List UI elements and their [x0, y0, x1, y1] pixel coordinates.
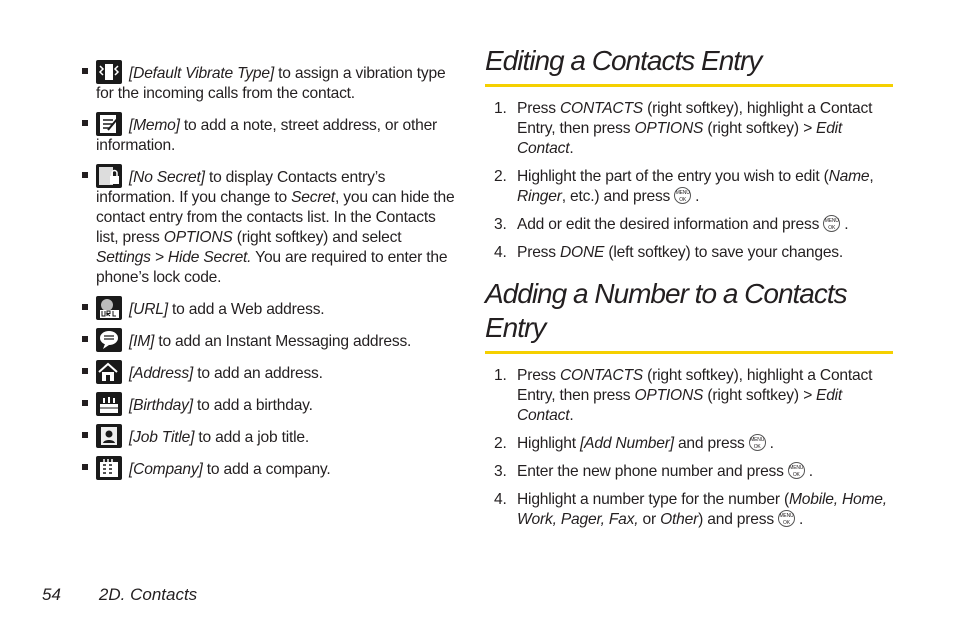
- step-em: OPTIONS: [634, 120, 704, 137]
- bullet-label: [Address]: [129, 365, 194, 382]
- step-text: Press: [517, 367, 560, 384]
- right-column: [485, 44, 893, 538]
- step-text: (right softkey), highlight a Contact Entry, then press: [517, 367, 873, 404]
- bullet-address: [82, 360, 460, 384]
- bullet-text: , you can hide the contact entry from the contacts list. In the Contacts list, press: [96, 189, 455, 246]
- page-footer: [42, 585, 197, 605]
- bullet-marker: [82, 368, 88, 374]
- step-text: (right softkey): [703, 120, 803, 137]
- vibrate-icon: [96, 60, 122, 84]
- bullet-text: to add a note, street address, or other information.: [96, 117, 438, 154]
- bullet-memo: [82, 112, 460, 156]
- step-text: ,: [869, 168, 874, 185]
- bullet-vibrate: [82, 60, 460, 104]
- step-item: [485, 366, 893, 426]
- bullet-marker: [82, 336, 88, 342]
- bullet-marker: [82, 432, 88, 438]
- menu-ok-button-icon: MENU OK: [788, 462, 805, 479]
- memo-icon: [96, 112, 122, 136]
- job-title-icon: [96, 424, 122, 448]
- bullet-marker: [82, 304, 88, 310]
- step-text: .: [808, 463, 813, 480]
- step-number: 2.: [494, 435, 507, 452]
- bullet-marker: [82, 172, 88, 178]
- bullet-text: (right softkey) and select: [232, 229, 402, 246]
- editing-steps: [485, 99, 893, 263]
- step-text: Highlight the part of the entry you wish to edit (: [517, 168, 829, 185]
- bullet-label: [Default Vibrate Type]: [129, 65, 274, 82]
- bullet-label: [Job Title]: [129, 429, 195, 446]
- step-em: OPTIONS: [634, 387, 704, 404]
- url-icon: [96, 296, 122, 320]
- bullet-label: [IM]: [129, 333, 155, 350]
- menu-ok-button-icon: MENU OK: [823, 215, 840, 232]
- step-em: Name: [828, 168, 870, 185]
- step-em: > Edit Contact: [517, 120, 843, 157]
- step-number: 1.: [494, 100, 507, 117]
- step-number: 1.: [494, 367, 507, 384]
- bullet-im: [82, 328, 460, 352]
- address-icon: [96, 360, 122, 384]
- no-secret-icon: [96, 164, 122, 188]
- step-text: Enter the new phone number and press: [517, 463, 784, 480]
- bullet-marker: [82, 464, 88, 470]
- bullet-label: [No Secret]: [129, 169, 205, 186]
- step-em: CONTACTS: [560, 100, 644, 117]
- bullet-text: to add an address.: [193, 365, 323, 382]
- step-em: Other: [660, 511, 699, 528]
- bullet-marker: [82, 68, 88, 74]
- bullet-company: [82, 456, 460, 480]
- step-text: .: [569, 140, 574, 157]
- step-number: 3.: [494, 463, 507, 480]
- company-icon: [96, 456, 122, 480]
- menu-ok-button-icon: MENU OK: [674, 187, 691, 204]
- step-em: DONE: [560, 244, 605, 261]
- bullet-url: [82, 296, 460, 320]
- step-em: Ringer: [517, 188, 562, 205]
- step-number: 3.: [494, 216, 507, 233]
- step-text: .: [569, 407, 574, 424]
- bullet-marker: [82, 400, 88, 406]
- bullet-text: to add a Web address.: [167, 301, 325, 318]
- step-item: [485, 99, 893, 159]
- bullet-text: to add an Instant Messaging address.: [154, 333, 412, 350]
- step-text: (left softkey) to save your changes.: [604, 244, 844, 261]
- bullet-text: You are required to enter the phone’s lock code.: [96, 249, 448, 286]
- bullet-label: [Company]: [129, 461, 203, 478]
- step-em: [Add Number]: [580, 435, 674, 452]
- step-item: [485, 215, 893, 235]
- step-text: .: [844, 216, 849, 233]
- step-em: CONTACTS: [560, 367, 644, 384]
- bullet-label: [URL]: [129, 301, 168, 318]
- im-icon: [96, 328, 122, 352]
- page-number: 54: [42, 585, 61, 604]
- step-number: 4.: [494, 491, 507, 508]
- step-em: Mobile, Home, Work, Pager, Fax,: [517, 491, 887, 528]
- bullet-birthday: [82, 392, 460, 416]
- heading-rule: [485, 84, 893, 87]
- step-item: [485, 462, 893, 482]
- menu-ok-button-icon: MENU OK: [778, 510, 795, 527]
- section-heading-adding: Adding a Number to a Contacts Entry: [485, 278, 847, 343]
- bullet-label: [Birthday]: [129, 397, 193, 414]
- bullet-text: to add a company.: [202, 461, 331, 478]
- bullet-em: OPTIONS: [163, 229, 233, 246]
- step-item: [485, 167, 893, 207]
- bullet-job-title: [82, 424, 460, 448]
- step-text: Highlight: [517, 435, 581, 452]
- step-text: .: [798, 511, 804, 528]
- step-text: , etc.) and press: [561, 188, 671, 205]
- step-text: .: [695, 188, 700, 205]
- bullet-text: to add a birthday.: [192, 397, 313, 414]
- step-number: 2.: [494, 168, 507, 185]
- step-text: .: [769, 435, 774, 452]
- bullet-em: Settings > Hide Secret.: [96, 249, 252, 266]
- adding-steps: [485, 366, 893, 530]
- step-text: Press: [517, 244, 560, 261]
- birthday-icon: [96, 392, 122, 416]
- step-em: > Edit Contact: [517, 387, 843, 424]
- step-item: [485, 490, 893, 530]
- bullet-em: Secret: [291, 189, 335, 206]
- step-text: Press: [517, 100, 560, 117]
- step-text: and press: [673, 435, 745, 452]
- menu-ok-button-icon: MENU OK: [749, 434, 766, 451]
- bullet-text: to assign a vibration type for the incoming calls from the contact.: [96, 65, 446, 102]
- bullet-no-secret: [82, 164, 460, 288]
- heading-rule: [485, 351, 893, 354]
- bullet-label: [Memo]: [129, 117, 180, 134]
- step-text: Add or edit the desired information and press: [517, 216, 820, 233]
- step-text: ) and press: [698, 511, 774, 528]
- step-text: (right softkey): [703, 387, 803, 404]
- step-item: [485, 243, 893, 263]
- step-text: (right softkey), highlight a Contact Entry, then press: [517, 100, 873, 137]
- section-heading-editing: Editing a Contacts Entry: [485, 45, 762, 76]
- bullet-text: to add a job title.: [194, 429, 310, 446]
- step-text: or: [638, 511, 661, 528]
- step-text: Highlight a number type for the number (: [517, 491, 789, 508]
- left-column: [82, 60, 460, 488]
- bullet-text: to display Contacts entry’s information. If you change to: [96, 169, 386, 206]
- step-item: [485, 434, 893, 454]
- section-title: 2D. Contacts: [98, 585, 198, 604]
- bullet-marker: [82, 120, 88, 126]
- step-number: 4.: [494, 244, 507, 261]
